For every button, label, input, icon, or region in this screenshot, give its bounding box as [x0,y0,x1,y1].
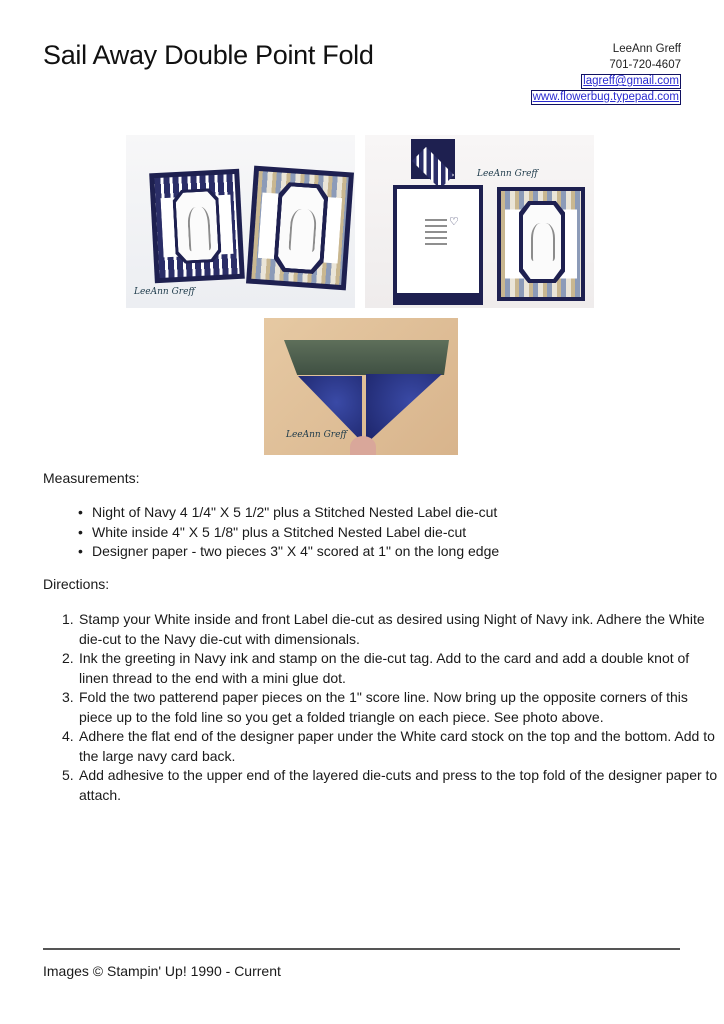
folded-triangle-right [366,374,442,444]
photo-opened-card [365,135,594,308]
footer-copyright: Images © Stampin' Up! 1990 - Current [43,963,281,979]
website-link[interactable]: www.flowerbug.typepad.com [532,91,679,103]
list-item: 4. Adhere the flat end of the designer paper under the White card stock on the top and the bottom. Add to the large navy card back. [62,728,715,764]
measurements-list [43,503,499,562]
photo-watermark: LeeAnn Greff [134,287,195,297]
card-opened [393,185,483,305]
heart-icon: ♡ [449,216,459,228]
photo-finished-cards [126,135,355,308]
measurements-heading: Measurements: [43,470,140,486]
phone-number: 701-720-4607 [609,59,681,71]
list-item: 3. Fold the two patterend paper pieces on the 1" score line. Now bring up the opposite corners of this piece up to the fold line so you get a folded triangle on each piece. See photo above. [62,689,688,725]
author-name: LeeAnn Greff [612,43,681,55]
card-top-flap [411,139,455,179]
photo-folded-paper [264,318,458,455]
thumb [350,436,376,455]
list-item: 1. Stamp your White inside and front Label die-cut as desired using Night of Navy ink. Adhere the White die-cut to the Navy die-cut with dimensionals. [62,611,705,647]
greeting-stamp [425,219,447,247]
email-link[interactable]: lagreff@gmail.com [583,75,679,87]
directions-list [43,610,719,805]
list-item: • Designer paper - two pieces 3" X 4" scored at 1" on the long edge [78,542,499,562]
card-front [497,187,585,301]
page-title: Sail Away Double Point Fold [43,40,374,70]
list-item: • Night of Navy 4 1/4" X 5 1/2" plus a Stitched Nested Label die-cut [78,503,499,523]
footer-divider [43,948,680,950]
list-item: 5. Add adhesive to the upper end of the layered die-cuts and press to the top fold of the designer paper to attach. [62,767,718,803]
directions-heading: Directions: [43,576,110,592]
card-left [149,169,245,284]
list-item: • White inside 4" X 5 1/8" plus a Stitched Nested Label die-cut [78,523,499,543]
list-item: 2. Ink the greeting in Navy ink and stamp on the die-cut tag. Add to the card and add a double knot of linen thread to the end with a mini glue dot. [62,650,690,686]
card-right [246,166,354,291]
contact-block [531,41,681,105]
photo-watermark: LeeAnn Greff [477,169,538,179]
paper-fold-strip [284,340,449,375]
photo-watermark: LeeAnn Greff [286,430,347,440]
